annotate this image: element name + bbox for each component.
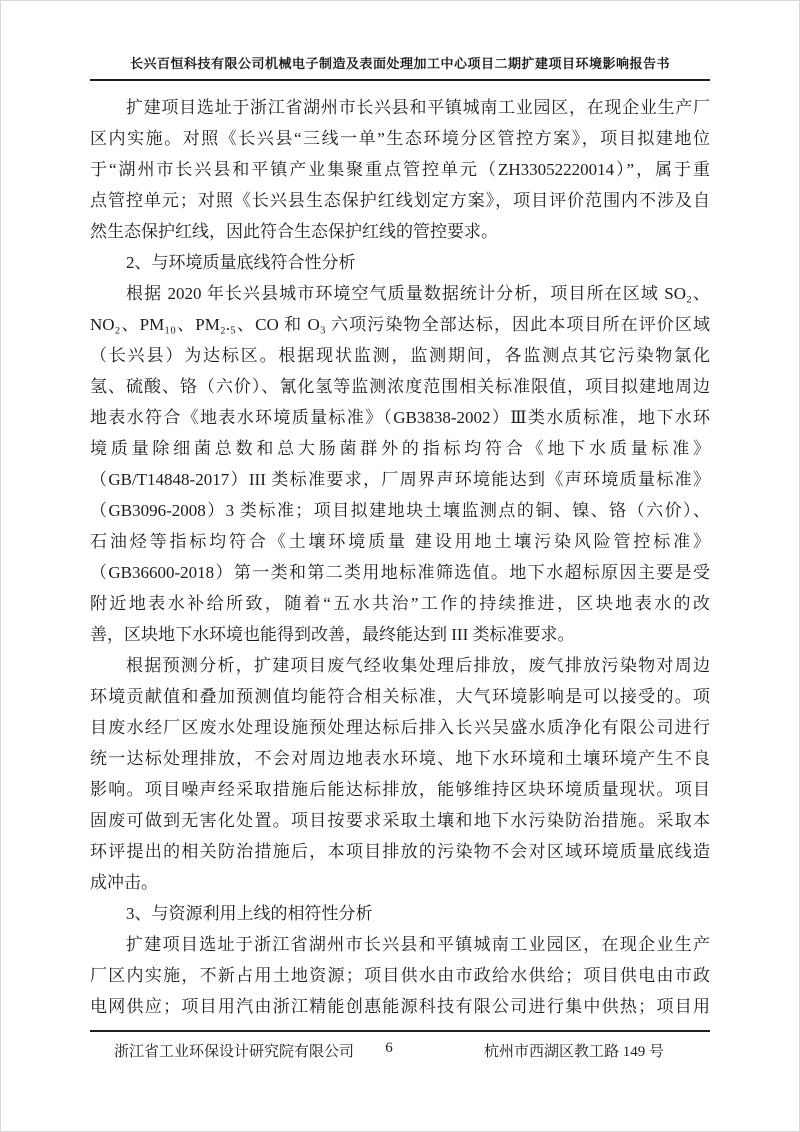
text-line: 电网供应；项目用汽由浙江精能创惠能源科技有限公司进行集中供热；项目用 [90, 997, 710, 1016]
text-line: 目废水经厂区废水处理设施预处理达标后排入长兴吴盛水质净化有限公司进行 [90, 718, 710, 737]
text-line: 环评提出的相关防治措施后，本项目排放的污染物不会对区域环境质量底线造 [90, 842, 710, 861]
page-header [90, 0, 710, 81]
text-line: 善，区块地下水环境也能得到改善，最终能达到 III 类标准要求。 [90, 625, 575, 644]
page-footer [90, 1030, 710, 1061]
text-line: 区内实施。对照《长兴县“三线一单”生态环境分区管控方案》，项目拟建地位 [90, 129, 710, 148]
text-line: （GB36600-2018）第一类和第二类用地标准筛选值。地下水超标原因主要是受 [90, 563, 710, 582]
text-line: NO₂、PM₁₀、PM₂.₅、CO 和 O₃ 六项污染物全部达标，因此本项目所在评价区域 [90, 315, 710, 334]
text-line: 然生态保护红线，因此符合生态保护红线的管控要求。 [90, 222, 498, 241]
text-line: 附近地表水补给所致，随着“五水共治”工作的持续推进，区块地表水的改 [90, 594, 710, 613]
text-line: 氢、硫酸、铬（六价）、氰化氢等监测浓度范围相关标准限值，项目拟建地周边 [90, 377, 710, 396]
text-line: 厂区内实施，不新占用土地资源；项目供水由市政给水供给；项目供电由市政 [90, 966, 710, 985]
footer-row [114, 1040, 664, 1061]
text-line: 扩建项目选址于浙江省湖州市长兴县和平镇城南工业园区，在现企业生产 [126, 935, 710, 954]
footer-company: 浙江省工业环保设计研究院有限公司 [114, 1044, 355, 1060]
text-line: 成冲击。 [90, 873, 158, 892]
section-heading: 3、与资源利用上线的相符性分析 [126, 904, 373, 923]
text-line: 根据 2020 年长兴县城市环境空气质量数据统计分析，项目所在区域 SO₂、 [126, 284, 710, 303]
text-line: 固废可做到无害化处置。项目按要求采取土壤和地下水污染防治措施。采取本 [90, 811, 710, 830]
text-line: （长兴县）为达标区。根据现状监测，监测期间，各监测点其它污染物氯化 [90, 346, 710, 365]
text-line: （GB3096-2008）3 类标准；项目拟建地块土壤监测点的铜、镍、铬（六价）、 [90, 501, 710, 520]
text-line: 境质量除细菌总数和总大肠菌群外的指标均符合《地下水质量标准》 [90, 439, 710, 458]
text-line: 影响。项目噪声经采取措施后能达标排放，能够维持区块环境质量现状。项目 [90, 780, 710, 799]
text-line: 点管控单元；对照《长兴县生态保护红线划定方案》，项目评价范围内不涉及自 [90, 191, 710, 210]
text-line: 统一达标处理排放，不会对周边地表水环境、地下水环境和土壤环境产生不良 [90, 749, 710, 768]
text-line: （GB/T14848-2017）III 类标准要求，厂周界声环境能达到《声环境质量标准》 [90, 470, 710, 489]
text-line: 环境贡献值和叠加预测值均能符合相关标准，大气环境影响是可以接受的。项 [90, 687, 710, 706]
report-title: 长兴百恒科技有限公司机械电子制造及表面处理加工中心项目二期扩建项目环境影响报告书 [129, 56, 670, 71]
footer-page-number: 6 [385, 1040, 393, 1056]
section-heading: 2、与环境质量底线符合性分析 [126, 253, 356, 272]
text-line: 石油烃等指标均符合《土壤环境质量 建设用地土壤污染风险管控标准》 [90, 532, 710, 551]
footer-address: 杭州市西湖区教工路 149 号 [483, 1044, 664, 1060]
text-line: 地表水符合《地表水环境质量标准》（GB3838-2002）Ⅲ类水质标准，地下水环 [90, 408, 710, 427]
text-line: 根据预测分析，扩建项目废气经收集处理后排放，废气排放污染物对周边 [126, 656, 710, 675]
text-line: 扩建项目选址于浙江省湖州市长兴县和平镇城南工业园区，在现企业生产厂 [126, 98, 710, 117]
document-body [90, 92, 710, 1022]
text-line: 于“湖州市长兴县和平镇产业集聚重点管控单元（ZH33052220014）”，属于重 [90, 160, 710, 179]
